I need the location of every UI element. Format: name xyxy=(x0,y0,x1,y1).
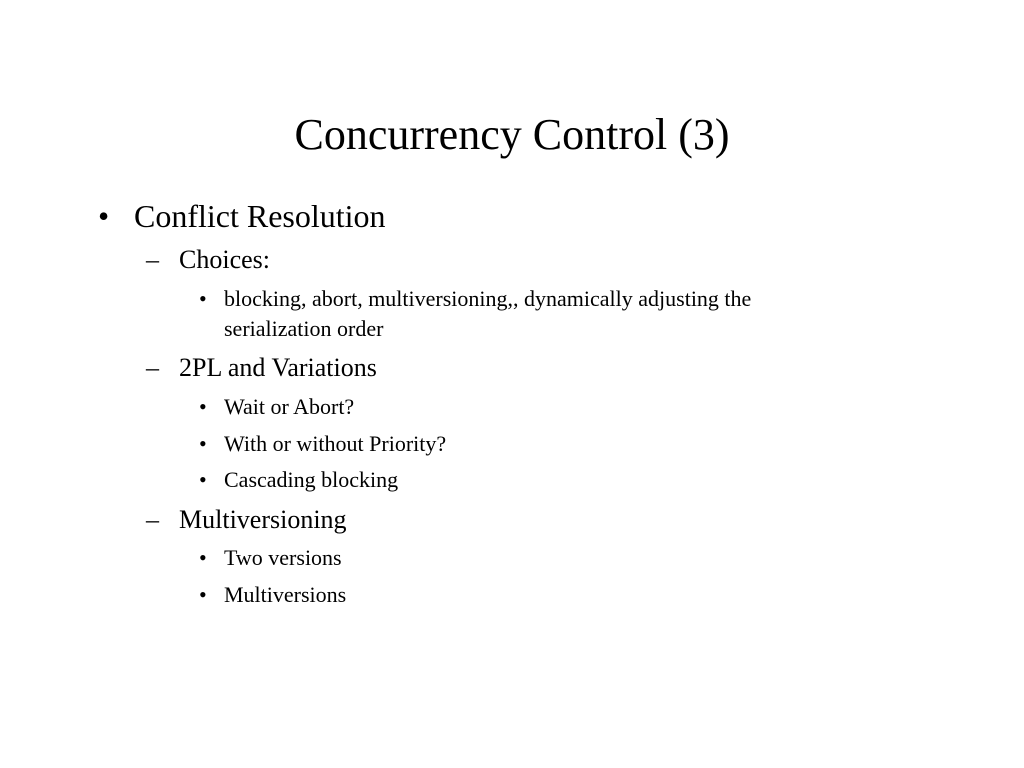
bullet-icon: • xyxy=(98,198,110,234)
subitem-2pl-and-variations: 2PL and Variations xyxy=(179,353,377,382)
bullet-icon: • xyxy=(199,286,207,311)
bullet-icon: • xyxy=(199,545,207,570)
mv-item-two-versions: Two versions xyxy=(224,545,342,570)
mv-item-multiversions: Multiversions xyxy=(224,582,347,607)
bullet-icon: • xyxy=(199,394,207,419)
2pl-item-wait-or-abort: Wait or Abort? xyxy=(224,394,355,419)
dash-icon: – xyxy=(146,353,159,382)
bullet-icon: • xyxy=(199,582,207,607)
bullet-icon: • xyxy=(199,467,207,492)
dash-icon: – xyxy=(146,245,159,274)
subitem-choices: Choices: xyxy=(179,245,270,274)
2pl-item-cascading-blocking: Cascading blocking xyxy=(224,467,399,492)
2pl-item-priority: With or without Priority? xyxy=(224,431,447,456)
choices-detail-line-1: blocking, abort, multiversioning,, dynamically adjusting the xyxy=(224,286,752,311)
subitem-multiversioning: Multiversioning xyxy=(179,505,347,534)
slide-title: Concurrency Control (3) xyxy=(294,110,730,159)
choices-detail-line-2: serialization order xyxy=(224,316,384,341)
dash-icon: – xyxy=(146,505,159,534)
bullet-icon: • xyxy=(199,431,207,456)
bullet-conflict-resolution: Conflict Resolution xyxy=(134,198,386,234)
